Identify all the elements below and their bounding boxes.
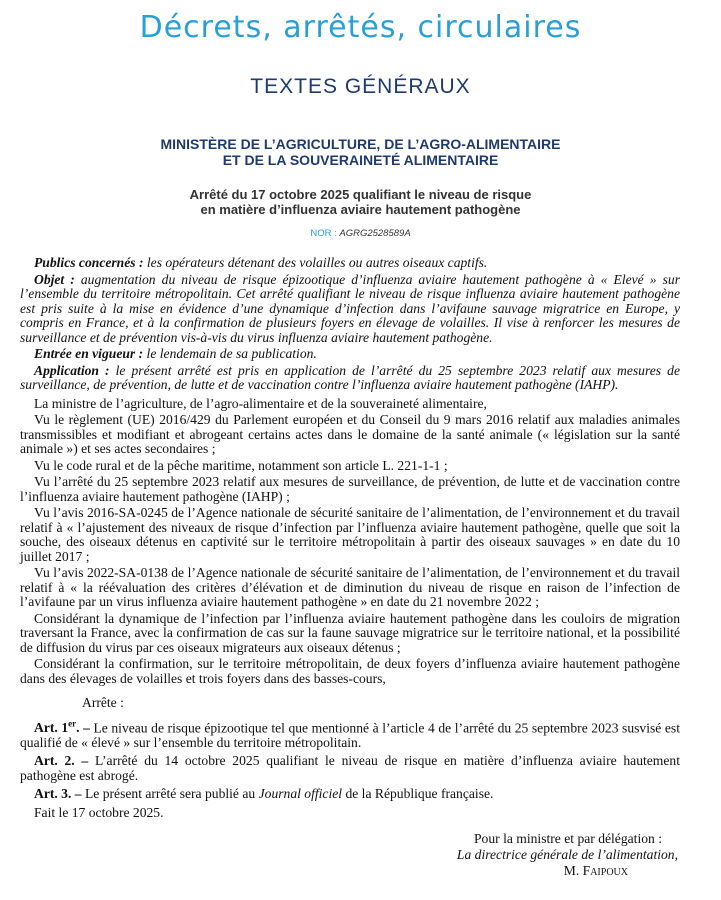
preamble-minister: La ministre de l’agriculture, de l’agro-alimentaire et de la souveraineté alimentaire, (34, 395, 487, 411)
article-1-label: Art. 1er. – (34, 718, 90, 736)
nor-code: AGRG2528589A (339, 228, 411, 239)
preamble-visa: Vu le code rural et de la pêche maritime, notamment son article L. 221-1-1 ; (34, 457, 448, 473)
notice-publics (20, 256, 680, 271)
objet-label: Objet : (34, 271, 75, 287)
preamble-visa: Vu l’arrêté du 25 septembre 2023 relatif aux mesures de surveillance, de prévention, de lutte et de vaccination contre l’influenza aviaire hautement pathogène (IAHP) ; (20, 474, 680, 504)
arrete-title-line-2: en matière d’influenza aviaire hautement pathogène (200, 202, 521, 217)
notice-application (20, 364, 680, 393)
nor-label: NOR : (310, 228, 337, 239)
preamble-visa: Vu le règlement (UE) 2016/429 du Parlement européen et du Conseil du 9 mars 2016 relatif aux maladies animales transmissibles et modifiant et abrogeant certains actes dans le domaine de la santé animale (« législation sur la santé animale ») et ses actes secondaires ; (20, 412, 680, 456)
article-3-text-before: Le présent arrêté sera publié au (84, 786, 256, 802)
preamble-visa: Vu l’avis 2022-SA-0138 de l’Agence nationale de sécurité sanitaire de l’alimentation, de l’environnement et du travail relatif à « la réévaluation des critères d’élévation et de diminution du niveau de risque en raison de l’infection de l’avifaune par un virus influenza aviaire hautement pathogène » en date du 21 novembre 2022 ; (20, 565, 680, 609)
article-3-label: Art. 3. – (34, 786, 82, 802)
article-1-text: Le niveau de risque épizootique tel que mentionné à l’article 4 de l’arrêté du 25 septembre 2023 susvisé est qualifié de « élevé » sur l’ensemble du territoire métropolitain. (20, 720, 680, 750)
journal-officiel: Journal officiel (258, 786, 343, 802)
notice-entree (20, 347, 680, 362)
notice-objet (20, 273, 680, 346)
signature-block (400, 831, 678, 879)
entree-text: le lendemain de sa publication. (146, 346, 317, 361)
article-3 (20, 787, 680, 802)
preamble-visa: Vu l’avis 2016-SA-0245 de l’Agence nationale de sécurité sanitaire de l’alimentation, de l’environnement et du travail relatif à « l’ajustement des niveaux de risque d’infection par l’influenza aviaire hautement pathogène, quelle que soit la souche, des oiseaux détenus en captivité sur le territoire métropolitain à partir des oiseaux sauvages » en date du 10 juillet 2017 ; (20, 505, 680, 564)
application-label: Application : (34, 362, 110, 378)
application-text: le présent arrêté est pris en application de l’arrêté du 25 septembre 2023 relatif aux mesures de surveillance, de prévention, de lutte et de vaccination contre l’influenza aviaire hautement pathogène (IAHP). (20, 362, 680, 392)
article-2-text: L’arrêté du 14 octobre 2025 qualifiant le niveau de risque en matière d’influenza aviaire hautement pathogène est abrogé. (20, 753, 680, 783)
ministry-heading (0, 136, 721, 168)
ministry-line-2: ET DE LA SOUVERAINETÉ ALIMENTAIRE (222, 152, 499, 168)
article-3-text-after: de la République française. (345, 786, 494, 802)
article-2 (20, 754, 680, 783)
objet-text: augmentation du niveau de risque épizootique d’influenza aviaire hautement pathogène à « Elevé » sur l’ensemble du territoire métropolitain. Cet arrêté qualifiant le niveau de risque influenza aviaire hautement pathogène est pris suite à la mise en évidence d’une dynamique d’infection dans l’avifaune sauvage migratrice en Europe, y compris en France, et à la confirmation de plusieurs foyers en élevage de volailles. Il vise à renforcer les mesures de surveillance et de prévention vis-à-vis du virus influenza aviaire hautement pathogène. (20, 271, 680, 345)
signature-role: La directrice générale de l’alimentation, (456, 847, 678, 862)
arrete-word: Arrête : (82, 695, 124, 710)
publics-text: les opérateurs détenant des volailles ou autres oiseaux captifs. (146, 255, 488, 270)
preamble-considerant: Considérant la confirmation, sur le territoire métropolitain, de deux foyers d’influenza aviaire hautement pathogène dans des élevages de volailles et trois foyers dans des basses-cours, (20, 656, 680, 686)
signature-name: M. Faipoux (563, 863, 628, 878)
arrete-title-line-1: Arrêté du 17 octobre 2025 qualifiant le niveau de risque (189, 187, 532, 202)
fait-date: Fait le 17 octobre 2025. (34, 804, 164, 820)
nor-reference (0, 228, 721, 239)
signature-delegation: Pour la ministre et par délégation : (474, 831, 662, 846)
page-header-title: Décrets, arrêtés, circulaires (139, 10, 582, 45)
document-body (20, 256, 680, 822)
section-title: TEXTES GÉNÉRAUX (250, 75, 471, 98)
ministry-line-1: MINISTÈRE DE L’AGRICULTURE, DE L’AGRO-ALIMENTAIRE (160, 136, 561, 152)
preamble-considerant: Considérant la dynamique de l’infection par l’influenza aviaire hautement pathogène dans les couloirs de migration traversant la France, avec la confirmation de cas sur la faune sauvage migratrice sur le territoire national, et la possibilité de diffusion du virus par ces oiseaux migrateurs aux oiseaux détenus ; (20, 610, 680, 655)
article-1 (20, 717, 680, 751)
article-2-label: Art. 2. – (34, 753, 89, 769)
entree-label: Entrée en vigueur : (34, 346, 144, 361)
publics-label: Publics concernés : (34, 255, 144, 270)
arrete-title (0, 187, 721, 217)
